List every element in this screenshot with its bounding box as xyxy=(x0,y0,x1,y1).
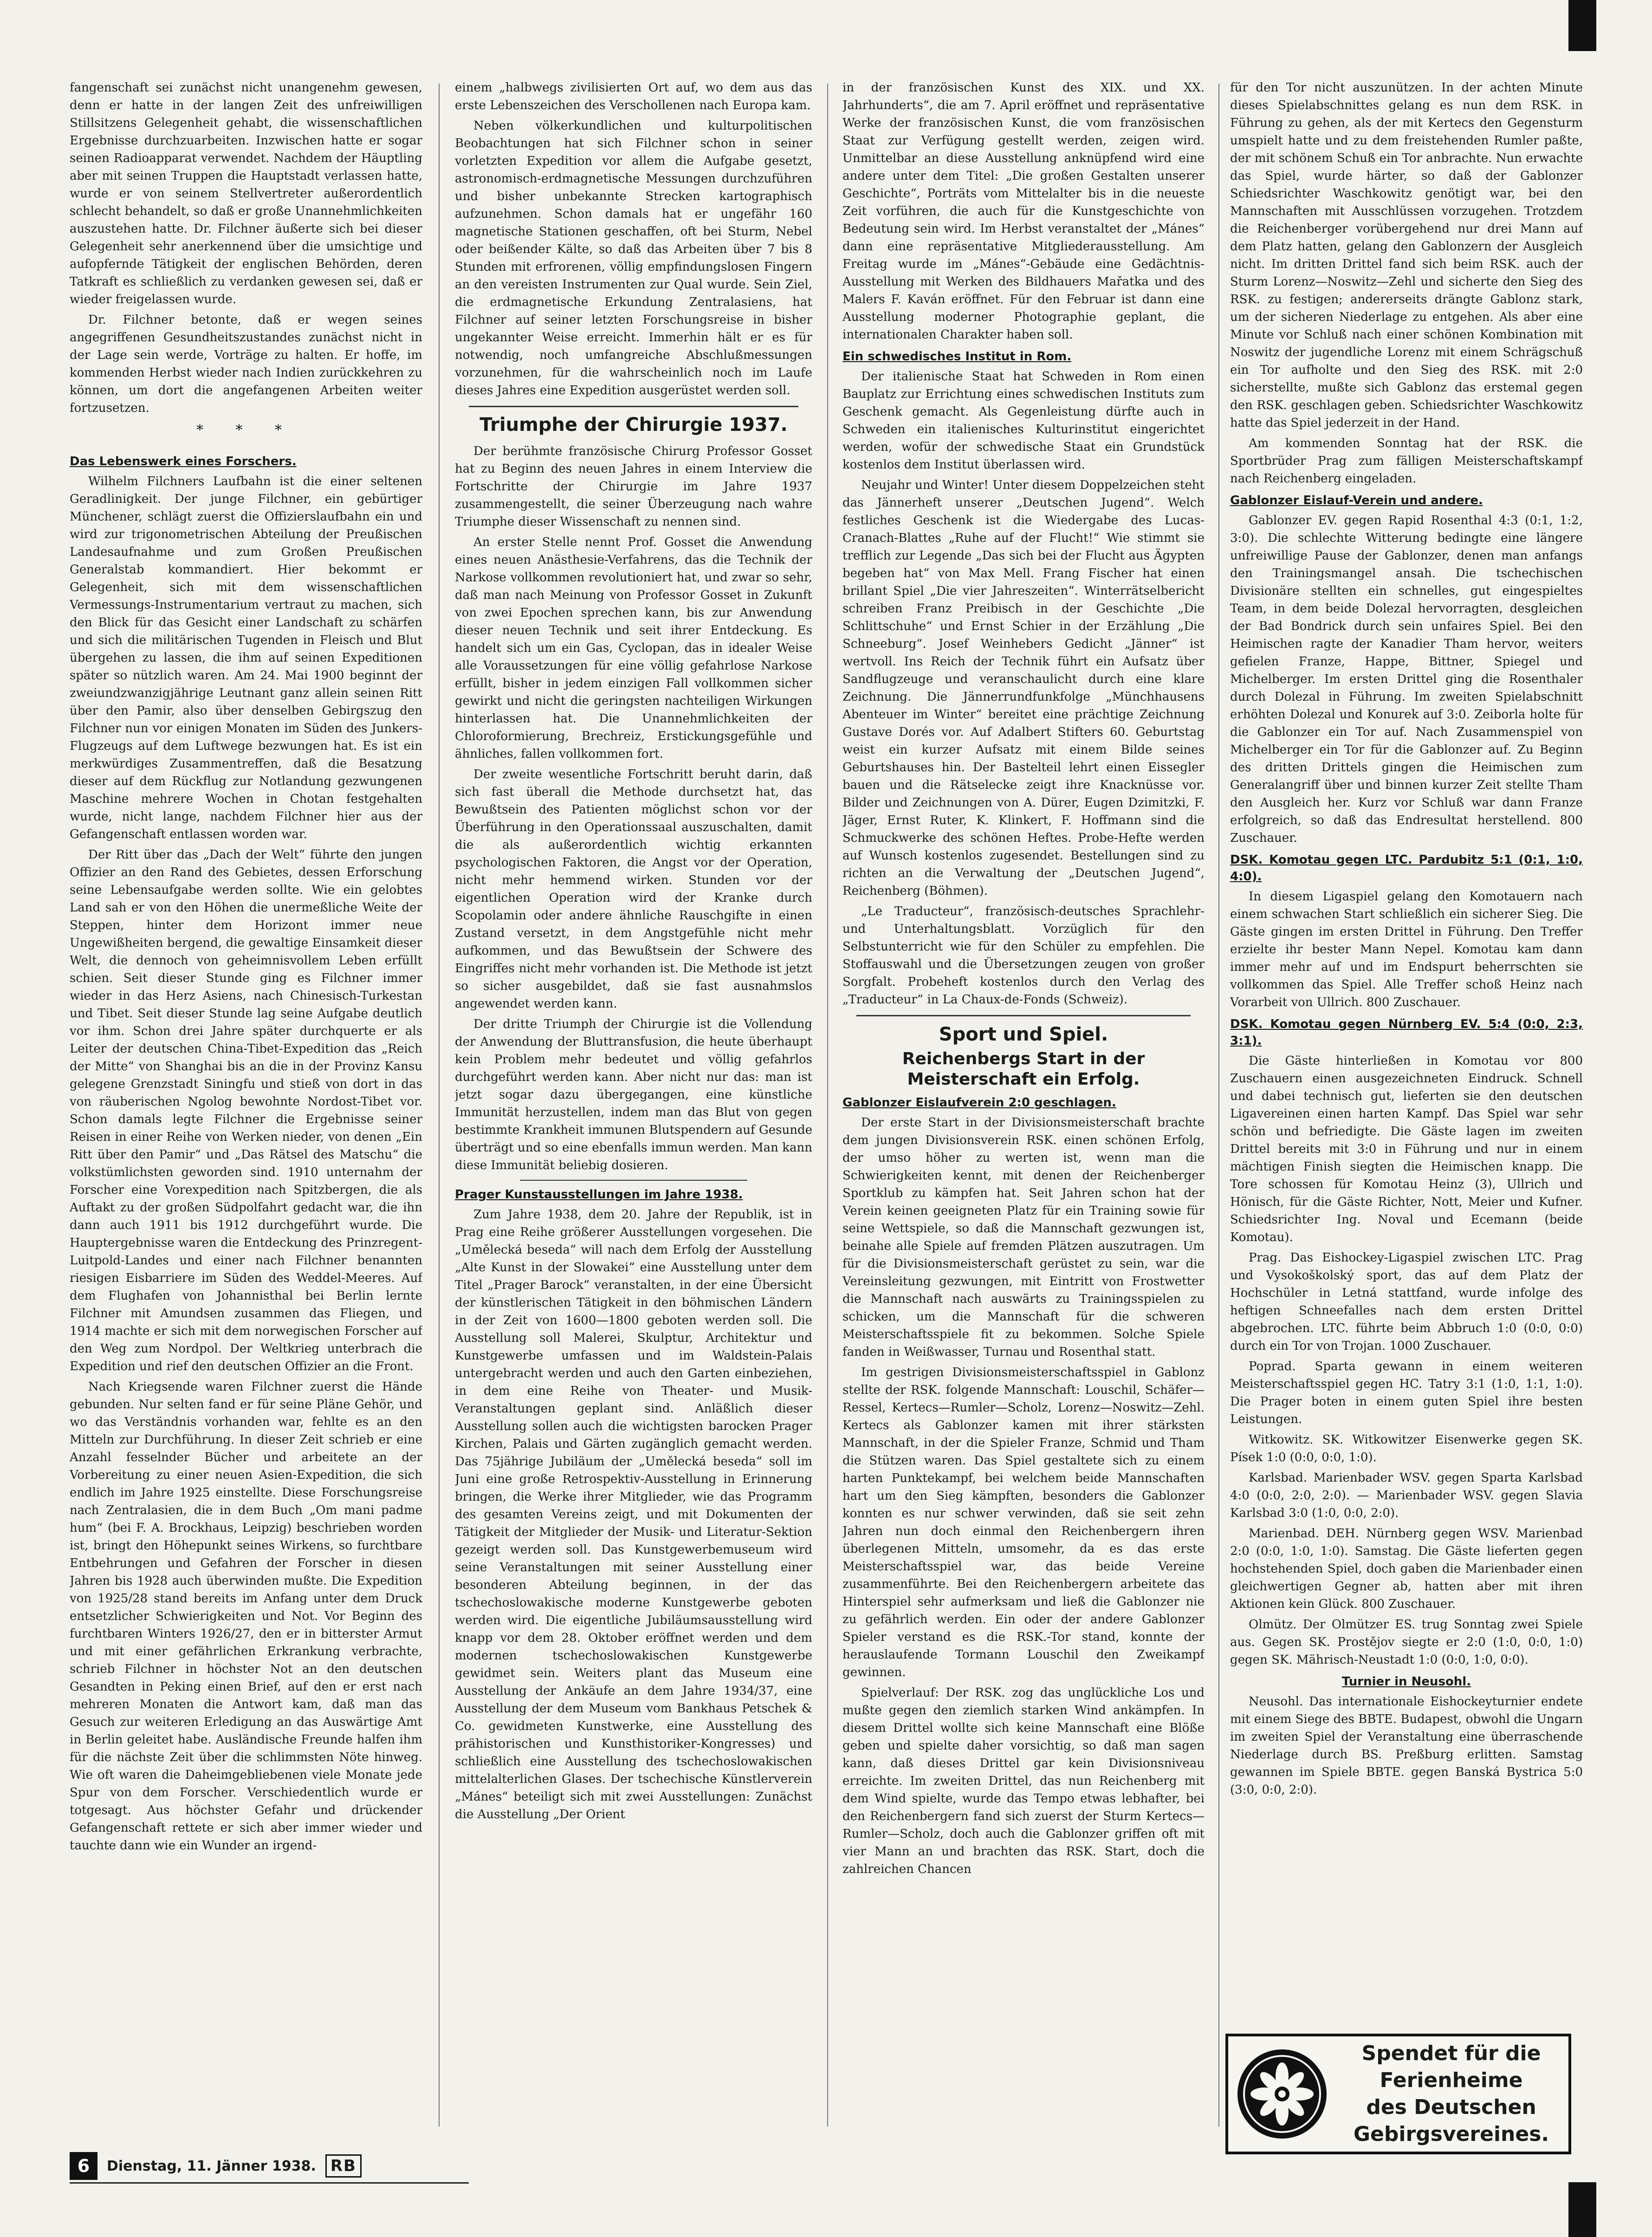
article-paragraph: Neujahr und Winter! Unter diesem Doppelzeichen steht das Jännerheft unserer „Deutschen Jugend“. Welch festliches Geschenk ist die Wiedergabe des Lucas-Cranach-Blattes „Ruhe auf der Flucht!“ Wie stimmt sie trefflich zur Legende „Das sich bei der Flucht aus Ägypten begeben hat“ von Max Mell. Frang Fischer hat einen brillant Spiel „Die vier Jahreszeiten“. Winterrätselbericht schreiben Franz Preibisch in der Geschichte „Die Schlittschuhe“ und Ernst Schier in der Erzählung „Die Schneeburg“. Josef Weinhebers Gedicht „Jänner“ ist wertvoll. Ins Reich der Technik führt ein Aufsatz über Sandflugzeuge und veranschaulicht durch eine klare Zeichnung. Die Jännerrundfunkfolge „Münchhausens Abenteuer im Winter“ bereitet eine prächtige Zeichnung Gustave Dorés vor. Auf Adalbert Stifters 60. Geburtstag weist ein kurzer Aufsatz mit einem Bilde seines Geburtshauses hin. Der Bastelteil lehrt einen Eissegler bauen und die Rätselecke zeigt ihre Knacknüsse vor. Bilder und Zeichnungen von A. Dürer, Eugen Dzimitzki, F. Jäger, Ernst Ruter, K. Klinkert, F. Hoffmann sind die Schmuckwerke des schönen Heftes. Probe-Hefte werden auf Wunsch kostenlos zugesendet. Bestellungen sind zu richten an die Verwaltung der „Deutschen Jugend“, Reichenberg (Böhmen). xyxy=(842,478,1205,898)
article-paragraph: Olmütz. Der Olmützer ES. trug Sonntag zwei Spiele aus. Gegen SK. Prostějov siegte er 2:0 (1:0, 0:0, 1:0) gegen SK. Mährisch-Neustadt 1:0 (0:0, 1:0, 0:0). xyxy=(1230,1618,1583,1667)
article-paragraph: Neben völkerkundlichen und kulturpolitischen Beobachtungen hat sich Filchner schon in seiner vorletzten Expedition vor allem die Aufgabe gesetzt, astronomisch-erdmagnetische Messungen durchzuführen und bisher unbekannte Strecken kartographisch aufzunehmen. Schon damals hat er ungefähr 160 magnetische Stationen geschaffen, oft bei Sturm, Nebel oder beißender Kälte, so daß das Arbeiten über 7 bis 8 Stunden mit erfrorenen, völlig empfindungslosen Fingern an den vereisten Instrumenten zur Qual wurde. Sein Ziel, die erdmagnetische Erkundung Zentralasiens, hat Filchner auf seiner letzten Forschungsreise in bisher ungekannter Weise erreicht. Immerhin hält er es für notwendig, noch umfangreiche Abschlußmessungen vorzunehmen, für die wahrscheinlich noch im Laufe dieses Jahres eine Expedition ausgerüstet werden soll. xyxy=(455,119,812,397)
article-paragraph: einem „halbwegs zivilisierten Ort auf, wo dem aus das erste Lebenszeichen des Verschollenen nach Europa kam. xyxy=(455,81,812,112)
article-heading: Gablonzer Eislauf-Verein und andere. xyxy=(1230,494,1483,507)
advertisement-line: Spendet für die xyxy=(1361,2042,1541,2065)
article-heading: Prager Kunstausstellungen im Jahre 1938. xyxy=(455,1188,743,1202)
edelweiss-emblem-icon xyxy=(1236,2048,1328,2140)
article-heading: DSK. Komotau gegen LTC. Pardubitz 5:1 (0:1, 1:0, 4:0). xyxy=(1230,853,1583,884)
article-paragraph: Wilhelm Filchners Laufbahn ist die einer seltenen Geradlinigkeit. Der junge Filchner, ein gebürtiger Münchener, schlägt zuerst die Offizierslaufbahn ein und wird zur trigonometrischen Abteilung der Preußischen Landesaufnahme und zum Großen Preußischen Generalstab kommandiert. Hier bekommt er Gelegenheit, sich mit dem wissenschaftlichen Vermessungs-Instrumentarium vertraut zu machen, sich den Blick für das Gesicht einer Landschaft zu schärfen und sich die militärischen Tugenden in Fleisch und Blut übergehen zu lassen, die ihm auf seinen Expeditionen später so nützlich waren. Am 24. Mai 1900 beginnt der zweiundzwanzigjährige Leutnant ganz allein seinen Ritt über den Pamir, also über denselben Gebirgszug den Filchner nun vor einigen Monaten im Süden des Junkers-Flugzeugs auf dem Luftwege bezwungen hat. Es ist ein merkwürdiges Zusammentreffen, daß die Besatzung dieser auf dem Rückflug zur Notlandung gezwungenen Maschine mehrere Wochen in Chotan festgehalten wurde, nicht lange, nachdem Filchner hier aus der Gefangenschaft entlassen worden war. xyxy=(70,475,422,841)
article-paragraph: Der italienische Staat hat Schweden in Rom einen Bauplatz zur Errichtung eines schwedischen Instituts zum Geschenk gemacht. Als Gegenleistung dürfte auch in Schweden ein italienisches Kulturinstitut eingerichtet werden, wofür der schwedische Staat ein Grundstück kostenlos dem Institut überlassen wird. xyxy=(842,370,1205,472)
page-number: 6 xyxy=(70,2152,97,2180)
column-rule xyxy=(827,84,828,2126)
column-2 xyxy=(455,79,812,2131)
advertisement-line: Gebirgsvereines. xyxy=(1353,2122,1549,2146)
article-paragraph: Der berühmte französische Chirurg Professor Gosset hat zu Beginn des neuen Jahres in einem Interview die Fortschritte der Chirurgie im Jahre 1937 zusammengestellt, die seiner Überzeugung nach wahre Triumphe dieser Wissenschaft zu nennen sind. xyxy=(455,444,812,529)
article-paragraph: Poprad. Sparta gewann in einem weiteren Meisterschaftsspiel gegen HC. Tatry 3:1 (1:0, 1:1, 1:0). Die Prager boten in einem guten Spiel ihre besten Leistungen. xyxy=(1230,1359,1583,1426)
scan-edge-mark xyxy=(1568,0,1596,51)
article-paragraph: An erster Stelle nennt Prof. Gosset die Anwendung eines neuen Anästhesie-Verfahrens, das die Technik der Narkose vollkommen revolutioniert hat, und zwar so sehr, daß man nach Meinung von Professor Gosset in Zukunft von zwei Epochen sprechen kann, bis zur Anwendung dieser neuen Technik und seit ihrer Entdeckung. Es handelt sich um ein Gas, Cyclopan, das in idealer Weise alle Voraussetzungen für eine völlig gefahrlose Narkose erfüllt, bisher in jedem einzigen Fall vollkommen sicher gewirkt und nicht die geringsten nachteiligen Wirkungen hinterlassen hat. Die Unannehmlichkeiten der Chloroformierung, Brechreiz, Erstickungsgefühle und ähnliches, fallen vollkommen fort. xyxy=(455,535,812,761)
article-heading: Ein schwedisches Institut in Rom. xyxy=(842,350,1072,364)
column-4 xyxy=(1230,79,1583,2020)
article-paragraph: Am kommenden Sonntag hat der RSK. die Sportbrüder Prag zum fälligen Meisterschaftskampf nach Reichenberg eingeladen. xyxy=(1230,436,1583,486)
article-paragraph: Nach Kriegsende waren Filchner zuerst die Hände gebunden. Nur selten fand er für seine Pläne Gehör, und wo das Verständnis vorhanden war, fehlte es an den Mitteln zur Durchführung. In dieser Zeit schrieb er eine Anzahl fesselnder Bücher und arbeitete an der Vorbereitung zu einer neuen Asien-Expedition, die sich endlich im Jahre 1925 einstellte. Diese Forschungsreise nach Zentralasien, die in dem Buch „Om mani padme hum“ (bei F. A. Brockhaus, Leipzig) beschrieben worden ist, bringt den Höhepunkt seines Wirkens, so furchtbare Entbehrungen und Gefahren der Forscher in diesen Jahren bis 1928 auch überwinden mußte. Die Expedition von 1925/28 stand bereits im Anfang unter dem Druck entsetzlicher Schwierigkeiten und Not. Vor Beginn des furchtbaren Winters 1926/27, den er in bitterster Armut und mit einer gefährlichen Erkrankung verbrachte, schrieb Filchner in höchster Not an den deutschen Gesandten in Peking einen Brief, auf den er erst nach mehreren Monaten die Antwort kam, daß man das Gesuch zur weiteren Erledigung an das Auswärtige Amt in Berlin geleitet habe. Ausländische Freunde halfen ihm für die nächste Zeit über die schlimmsten Nöte hinweg. Wie oft waren die Daheimgebliebenen viele Monate jede Spur von dem Forscher. Verschiedentlich wurde er totgesagt. Aus höchster Gefahr und drückender Gefangenschaft rettete er sich aber immer wieder und tauchte dann wie ein Wunder an irgend- xyxy=(70,1380,422,1853)
article-paragraph: Der zweite wesentliche Fortschritt beruht darin, daß sich fast überall die Methode durchsetzt hat, das Bewußtsein des Patienten möglichst schon vor der Überführung in den Operationssaal auszuschalten, damit die als außerordentlich wichtig erkannten psychologischen Faktoren, die Angst vor der Operation, nicht mehr hemmend wirken. Stunden vor der eigentlichen Operation wird der Kranke durch Scopolamin oder andere ähnliche Rauschgifte in einen Zustand versetzt, in dem Angstgefühle nicht mehr aufkommen, und das Bewußtsein der Schwere des Eingriffes nicht mehr vorhanden ist. Die Methode ist jetzt so sicher ausgebildet, daß sie fast ausnahmslos angewendet werden kann. xyxy=(455,767,812,1011)
article-title: Reichenbergs Start in der Meisterschaft ein Erfolg. xyxy=(902,1049,1145,1089)
article-paragraph: Prag. Das Eishockey-Ligaspiel zwischen LTC. Prag und Vysokoškolský sport, das auf dem Platz der Hochschüler in Letná stattfand, wurde infolge des heftigen Schneefalles nach dem ersten Drittel abgebrochen. LTC. führte beim Abbruch 1:0 (0:0, 0:0) durch ein Tor von Trojan. 1000 Zuschauer. xyxy=(1230,1251,1583,1353)
column-3 xyxy=(842,79,1205,2131)
article-paragraph: Zum Jahre 1938, dem 20. Jahre der Republik, ist in Prag eine Reihe größerer Ausstellungen vorgesehen. Die „Umělecká beseda“ will nach dem Erfolg der Ausstellung „Alte Kunst in der Slowakei“ eine Ausstellung unter dem Titel „Prager Barock“ veranstalten, in der eine Übersicht der künstlerischen Tätigkeit in den böhmischen Ländern in der Zeit von 1600—1800 geboten werden soll. Die Ausstellung soll Malerei, Skulptur, Architektur und Kunstgewerbe umfassen und im Waldstein-Palais untergebracht werden und auch den Garten einbeziehen, in dem eine Reihe von Theater- und Musik-Veranstaltungen geplant sind. Anläßlich dieser Ausstellung sollen auch die wichtigsten barocken Prager Kirchen, Palais und Gärten zugänglich gemacht werden. Das 75jährige Jubiläum der „Umělecká beseda“ soll im Juni eine große Retrospektiv-Ausstellung in Erinnerung bringen, die Werke ihrer Mitglieder, wie das Programm des gesamten Vereins zeigt, und mit Dokumenten der Tätigkeit der Mitglieder der Musik- und Literatur-Sektion gezeigt werden soll. Das Kunstgewerbemuseum wird seine Veranstaltungen mit seiner Ausstellung einer besonderen Abteilung beginnen, in der das tschechoslowakische moderne Kunstgewerbe geboten werden wird. Die eigentliche Jubiläumsausstellung wird knapp vor dem 28. Oktober eröffnet werden und dem modernen tschechoslowakischen Kunstgewerbe gewidmet sein. Weiters plant das Museum eine Ausstellung der Ankäufe an dem Jahre 1934/37, eine Ausstellung der dem Museum vom Bankhaus Petschek & Co. gewidmeten Kunstwerke, eine Ausstellung des prähistorischen und Kunsthistoriker-Kongresses) und schließlich eine Ausstellung des tschechoslowakischen mittelalterlichen Glases. Der tschechische Künstlerverein „Mánes“ beteiligt sich mit zwei Ausstellungen: Zunächst die Ausstellung „Der Orient xyxy=(455,1208,812,1821)
article-paragraph: Im gestrigen Divisionsmeisterschaftsspiel in Gablonz stellte der RSK. folgende Mannschaft: Louschil, Schäfer—Ressel, Kertecs—Rumler—Scholz, Lorenz—Noswitz—Zehl. Kertecs als Gablonzer kamen mit ihrer stärksten Mannschaft, in der die Spieler Franze, Schmid und Tham die Stützen waren. Das Spiel gestaltete sich zu einem harten Punktekampf, bei welchem beide Mannschaften hart um den Sieg kämpften, besonders die Gablonzer konnten es nur schwer verwinden, daß sie seit zehn Jahren nun doch einmal den Reichenbergern ihren überlegenen Mitteln, umsomehr, da es das erste Meisterschaftsspiel war, das beide Vereine zusammenführte. Bei den Reichenbergern arbeitete das Hinterspiel sehr aufmerksam und ließ die Gablonzer nie zu gefährlich werden. Ein oder der andere Gablonzer Spieler verstand es die RSK.-Tor stand, konnte der herauslaufende Tormann Louschil den Zweikampf gewinnen. xyxy=(842,1366,1205,1679)
article-paragraph: Dr. Filchner betonte, daß er wegen seines angegriffenen Gesundheitszustandes zunächst nicht in der Lage sein werde, Vorträge zu halten. Er hoffe, im kommenden Herbst wieder nach Indien zurückkehren zu können, um dort die angefangenen Arbeiten weiter fortzusetzen. xyxy=(70,313,422,415)
article-title: Triumphe der Chirurgie 1937. xyxy=(479,414,788,436)
advertisement-text xyxy=(1341,2040,1561,2148)
page-footer xyxy=(70,2152,362,2180)
article-paragraph: für den Tor nicht auszunützen. In der achten Minute dieses Spielabschnittes gelang es nun dem RSK. in Führung zu gehen, als der mit Kertecs den Gegensturm umspielt hatte und zu dem freistehenden Rumler paßte, der mit schönem Schuß ein Tor anbrachte. Nun erwachte das Spiel, wurde härter, so daß der Gablonzer Schiedsrichter Waschkowitz genötigt war, bei den Mannschaften mit Ausschlüssen vorzugehen. Trotzdem die Reichenberger vorübergehend nur drei Mann auf dem Platz hatten, gelang den Gablonzern der Ausgleich nicht. Im dritten Drittel fand sich beim RSK. auch der Sturm Lorenz—Noswitz—Zehl und sicherte den Sieg des RSK. zu festigen; andererseits drängte Gablonz stark, um der sicheren Niederlage zu entgehen. Als aber eine Minute vor Schluß nach einer schönen Kombination mit Noswitz der jugendliche Lorenz mit einem Schrägschuß ein Tor aufholte und den Sieg des RSK. mit 2:0 sicherstellte, mußte sich Gablonz das erstemal gegen den RSK. geschlagen geben. Schiedsrichter Waschkowitz hatte das Spiel jederzeit in der Hand. xyxy=(1230,81,1583,430)
article-heading: Turnier in Neusohl. xyxy=(1341,1675,1471,1689)
article-paragraph: Marienbad. DEH. Nürnberg gegen WSV. Marienbad 2:0 (0:0, 1:0, 1:0). Samstag. Die Gäste lieferten gegen hochstehenden Spiel, doch gaben die Marienbader einen gleichwertigen Gegner ab, hatten aber mit ihren Aktionen kein Glück. 800 Zuschauer. xyxy=(1230,1527,1583,1611)
article-paragraph: Witkowitz. SK. Witkowitzer Eisenwerke gegen SK. Písek 1:0 (0:0, 0:0, 1:0). xyxy=(1230,1433,1583,1464)
article-paragraph: Gablonzer EV. gegen Rapid Rosenthal 4:3 (0:1, 1:2, 3:0). Die schlechte Witterung bedingte eine längere unfreiwillige Pause der Gablonzer, denen man anfangs den Trainingsmangel ansah. Die tschechischen Divisionäre stellten ein schnelles, gut eingespieltes Team, in dem beide Dolezal hervorragten, desgleichen der Bad Bondrick durch sein unfaires Spiel. Bei den Heimischen ragte der Kanadier Tham hervor, weiters gefielen Franze, Happe, Bittner, Spiegel und Michelberger. Im ersten Drittel ging die Rosenthaler durch Dolezal in Führung. Im zweiten Spielabschnitt erhöhten Dolezal und Konurek auf 3:0. Zeiborla holte für die Gablonzer ein Tor auf. Nach Zusammenspiel von Michelberger ein Tor für die Gablonzer auf. Zu Beginn des dritten Drittels gingen die Heimischen zum Generalangriff über und binnen kurzer Zeit stellte Tham den Ausgleich her. Kurz vor Schluß war dann Franze erfolgreich, so daß das Endresultat herstellend. 800 Zuschauer. xyxy=(1230,514,1583,845)
column-1 xyxy=(70,79,422,2131)
article-heading: Das Lebenswerk eines Forschers. xyxy=(70,455,297,468)
section-title: Sport und Spiel. xyxy=(939,1024,1108,1045)
article-paragraph: Der erste Start in der Divisionsmeisterschaft brachte dem jungen Divisionsverein RSK. einen schönen Erfolg, der umso höher zu werten ist, wenn man die Schwierigkeiten kennt, mit denen der Reichenberger Sportklub zu kämpfen hat. Seit Jahren schon hat der Verein keinen geeigneten Platz für ein Training sowie für seine Wettspiele, so daß die Mannschaft gezwungen ist, beinahe alle Spiele auf fremden Plätzen auszutragen. Um für die Divisionsmeisterschaft gerüstet zu sein, war die Vereinsleitung gezwungen, mit Eintritt von Frostwetter die Mannschaft nach auswärts zu Trainingsspielen zu schicken, um die Mannschaft für die schweren Meisterschaftsspiele fit zu bekommen. Solche Spiele fanden in Weißwasser, Turnau und Rosenthal statt. xyxy=(842,1116,1205,1359)
article-paragraph: Der Ritt über das „Dach der Welt“ führte den jungen Offizier an den Rand des Gebietes, dessen Erforschung seine Lebensaufgabe werden sollte. Wie ein gelobtes Land sah er von den Höhen die unermeßliche Weite der Steppen, hinter dem Horizont immer neue Ungewißheiten bergend, die gewaltige Einsamkeit dieser Welt, die dennoch von geheimnisvollem Leben erfüllt schien. Seit dieser Stunde ging es Filchner immer wieder in das Herz Asiens, nach Chinesisch-Turkestan und Tibet. Seit dieser Stunde lag seine Aufgabe deutlich vor ihm. Schon drei Jahre später durchquerte er als Leiter der deutschen China-Tibet-Expedition das „Reich der Mitte“ von Shanghai bis an die in der Provinz Kansu gelegene Grenzstadt Siningfu und stieß von dort in das von räuberischen Ngolog bewohnte Nordost-Tibet vor. Schon damals legte Filchner die Ergebnisse seiner Reisen in einer Reihe von Werken nieder, von denen „Ein Ritt über den Pamir“ und „Das Rätsel des Matschu“ die volkstümlichsten geworden sind. 1910 unternahm der Forscher eine Vorexpedition nach Spitzbergen, die als Auftakt zu der großen Südpolfahrt gedacht war, die ihn dann auch 1911 bis 1912 durchgeführt wurde. Die Hauptergebnisse waren die Entdeckung des Prinzregent-Luitpold-Landes und einer nach Filchner benannten riesigen Eisbarriere im Süden des Weddel-Meeres. Auf dem Flughafen von Johannisthal bei Berlin lernte Filchner mit Amundsen zusammen das Fliegen, und 1914 machte er sich mit dem norwegischen Forscher auf den Weg zum Nordpol. Der Weltkrieg unterbrach die Expedition und rief den deutschen Offizier an die Front. xyxy=(70,848,422,1373)
column-rule xyxy=(439,84,440,2126)
article-paragraph: „Le Traducteur“, französisch-deutsches Sprachlehr- und Unterhaltungsblatt. Vorzüglich für den Selbstunterricht wie für den Schüler zu empfehlen. Die Stoffauswahl und die Übersetzungen zeugen von großer Sorgfalt. Probeheft kostenlos durch den Verlag des „Traducteur“ in La Chaux-de-Fonds (Schweiz). xyxy=(842,904,1205,1007)
divider xyxy=(856,1015,1191,1016)
scan-edge-mark xyxy=(1568,2182,1596,2237)
divider xyxy=(469,406,798,407)
newspaper-page xyxy=(70,79,1583,2168)
article-paragraph: Spielverlauf: Der RSK. zog das unglückliche Los und mußte gegen den ziemlich starken Wind ankämpfen. In diesem Drittel wollte sich keine Mannschaft eine Blöße geben und spielte daher vorsichtig, so daß man sagen kann, daß dieses Drittel gar kein Divisionsniveau erreichte. Im zweiten Drittel, das nun Reichenberg mit dem Wind spielte, wurde das Tempo etwas lebhafter, bei den Reichenbergern fand sich zuerst der Sturm Kertecs—Rumler—Scholz, doch auch die Gablonzer griffen oft mit vier Mann an und brachten das RSK. Start, doch die zahlreichen Chancen xyxy=(842,1686,1205,1876)
advertisement-box xyxy=(1225,2034,1571,2154)
article-heading: DSK. Komotau gegen Nürnberg EV. 5:4 (0:0, 2:3, 3:1). xyxy=(1230,1017,1583,1048)
advertisement-line: Ferienheime xyxy=(1380,2068,1523,2092)
footer-rule xyxy=(70,2182,469,2184)
article-paragraph: Neusohl. Das internationale Eishockeyturnier endete mit einem Siege des BBTE. Budapest, obwohl die Ungarn im zweiten Spiel der Veranstaltung eine überraschende Niederlage durch BS. Preßburg erlitten. Samstag gewannen im Spiele BBTE. gegen Banská Bystrica 5:0 (3:0, 0:0, 2:0). xyxy=(1230,1695,1583,1797)
column-rule xyxy=(1218,84,1219,2126)
article-paragraph: in der französischen Kunst des XIX. und XX. Jahrhunderts“, die am 7. April eröffnet und repräsentative Werke der französischen Kunst, die vom französischen Staat zur Verfügung gestellt werden, zeigen wird. Unmittelbar an diese Ausstellung anknüpfend wird eine andere unter dem Titel: „Die großen Gestalten unserer Geschichte“, Porträts vom Mittelalter bis in die neueste Zeit vorführen, die auch für die Kunstgeschichte von Bedeutung sein wird. Im Herbst veranstaltet der „Mánes“ dann eine repräsentative Mitgliederausstellung. Am Freitag wurde im „Mánes“-Gebäude eine Gedächtnis-Ausstellung mit Werken des Bildhauers Mařatka und des Malers F. Kaván eröffnet. Für den Februar ist dann eine Ausstellung moderner Photographie geplant, die internationalen Charakter haben soll. xyxy=(842,81,1205,342)
section-separator: * * * xyxy=(196,422,296,438)
divider xyxy=(520,1180,747,1181)
newspaper-logo: RB xyxy=(325,2154,362,2178)
article-paragraph: Karlsbad. Marienbader WSV. gegen Sparta Karlsbad 4:0 (0:0, 2:0, 2:0). — Marienbader WSV. gegen Slavia Karlsbad 3:0 (1:0, 0:0, 2:0). xyxy=(1230,1471,1583,1520)
advertisement-line: des Deutschen xyxy=(1366,2095,1536,2119)
article-paragraph: Die Gäste hinterließen in Komotau vor 800 Zuschauern einen ausgezeichneten Eindruck. Schnell und dabei technisch gut, lieferten sie den deutschen Ligavereinen einen harten Kampf. Das Spiel war sehr schön und befriedigte. Die Gäste lagen im zweiten Drittel bereits mit 3:0 in Führung und nur in einem mächtigen Finish siegten die Heimischen knapp. Die Tore schossen für Komotau Heinz (3), Ullrich und Hönisch, für die Gäste Richter, Nott, Meier und Kufner. Schiedsrichter Ing. Noval und Ecemann (beide Komotau). xyxy=(1230,1054,1583,1244)
issue-date: Dienstag, 11. Jänner 1938. xyxy=(107,2158,316,2174)
article-paragraph: fangenschaft sei zunächst nicht unangenehm gewesen, denn er hatte in der langen Zeit des unfreiwilligen Stillsitzens Gelegenheit gehabt, die wissenschaftlichen Ergebnisse durchzuarbeiten. Inzwischen hatte er sogar seinen Radioapparat verwendet. Nachdem der Häuptling aber mit seinen Truppen die Hauptstadt verlassen hatte, wurde er von seinem Stellvertreter außerordentlich schlecht behandelt, so daß er große Unannehmlichkeiten auszustehen hatte. Dr. Filchner äußerte sich bei dieser Gelegenheit sehr anerkennend über die umsichtige und aufopfernde Tätigkeit der englischen Behörden, deren Tatkraft es schließlich zu verdanken gewesen sei, daß er wieder freigelassen wurde. xyxy=(70,81,422,306)
article-paragraph: In diesem Ligaspiel gelang den Komotauern nach einem schwachen Start schließlich ein sicherer Sieg. Die Gäste gingen im ersten Drittel in Führung. Den Treffer erzielte ihr bester Mann Nepel. Komotau kam dann immer mehr auf und im Endspurt beherrschten sie vollkommen das Spiel. Alle Treffer schoß Heinz nach Vorarbeit von Ullrich. 800 Zuschauer. xyxy=(1230,890,1583,1009)
article-paragraph: Der dritte Triumph der Chirurgie ist die Vollendung der Anwendung der Bluttransfusion, die heute überhaupt kein Problem mehr bedeutet und völlig gefahrlos durchgeführt werden kann. Aber nicht nur das: man ist jetzt sogar dazu übergegangen, eine künstliche Immunität herzustellen, indem man das Blut von gegen bestimmte Krankheit immunen Blutspendern auf Gesunde überträgt und so eine ebenfalls immun werden. Man kann diese Immunität beliebig dosieren. xyxy=(455,1017,812,1172)
article-heading: Gablonzer Eislaufverein 2:0 geschlagen. xyxy=(842,1096,1116,1110)
